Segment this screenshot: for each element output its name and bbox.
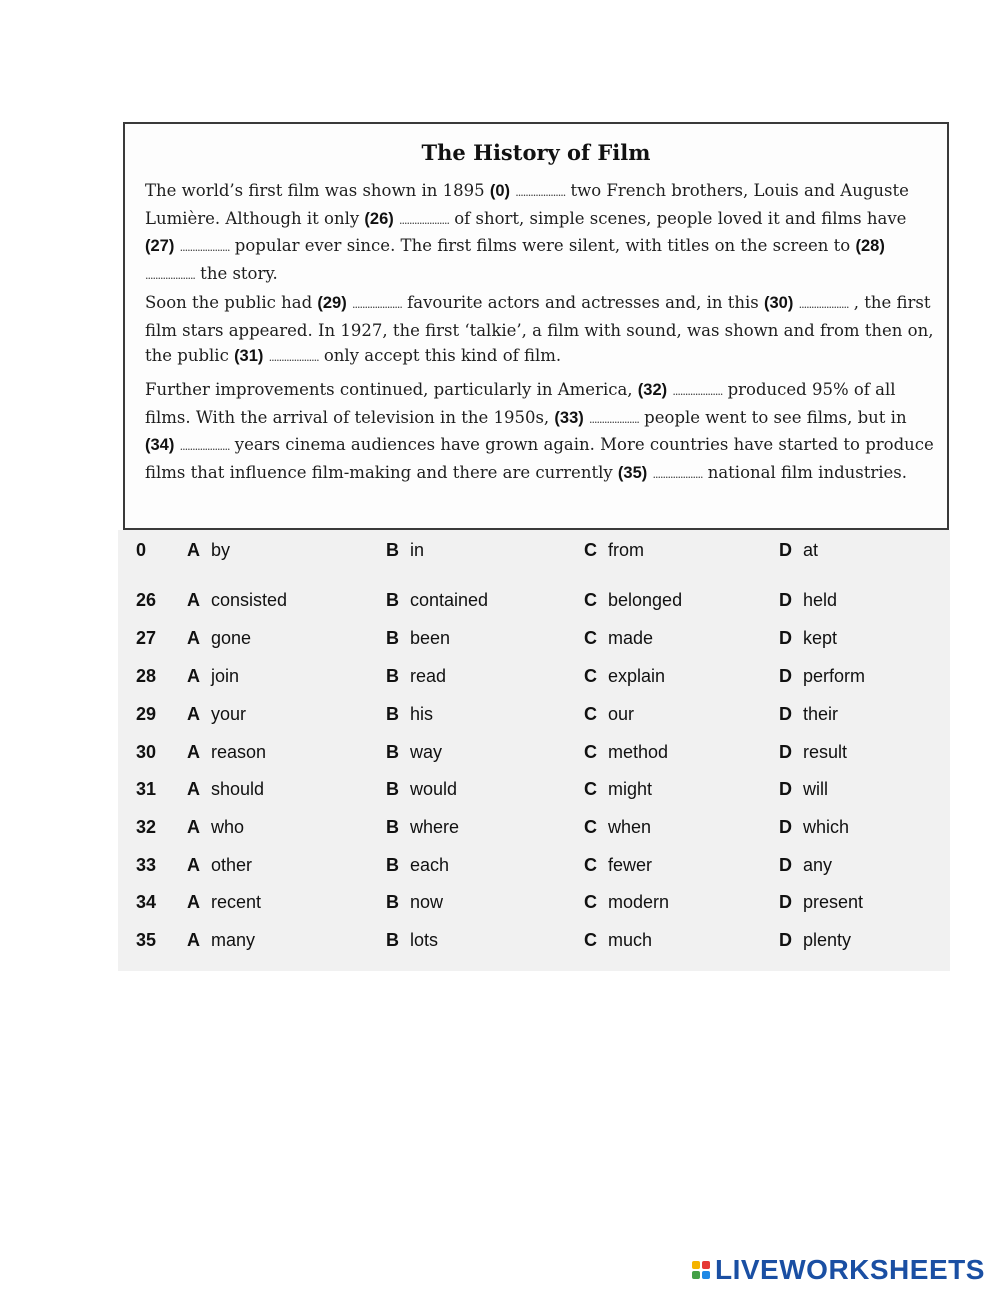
option-row <box>118 590 950 620</box>
option-d[interactable]: D perform <box>779 666 866 686</box>
option-b[interactable]: B contained <box>386 590 489 610</box>
blank-33[interactable]: .................... <box>589 412 639 426</box>
gap-26: (26) <box>364 209 394 228</box>
answer-options <box>118 530 950 971</box>
blank-32[interactable]: .................... <box>672 385 723 398</box>
option-c[interactable]: C made <box>584 628 654 648</box>
paragraph-2: Soon the public had (29) .................... favourite actors and actresses and, in this (30) .................... , the first film stars appeared. In 1927, the first ‘talkie’, a film with sound, was shown and from then on, the public (31) .................... only accept this kind of film. <box>145 293 934 365</box>
gap-34: (34) <box>145 436 175 454</box>
option-row <box>118 666 950 696</box>
option-row <box>118 742 950 772</box>
question-number: 30 <box>136 742 157 762</box>
option-d[interactable]: D kept <box>779 628 838 648</box>
option-d[interactable]: D plenty <box>779 930 852 950</box>
option-b[interactable]: B in <box>386 540 425 560</box>
logo-square-icon <box>702 1271 710 1279</box>
gap-32: (32) <box>637 381 668 399</box>
option-a[interactable]: A recent <box>187 892 262 912</box>
option-row <box>118 540 950 570</box>
option-c[interactable]: C fewer <box>584 855 653 875</box>
option-c[interactable]: C our <box>584 704 635 724</box>
option-b[interactable]: B way <box>386 742 443 762</box>
option-row <box>118 704 950 734</box>
option-d[interactable]: D which <box>779 817 850 837</box>
blank-26[interactable]: .................... <box>399 213 449 227</box>
question-number: 33 <box>136 855 157 875</box>
option-row <box>118 855 950 885</box>
passage-title: The History of Film <box>421 140 651 165</box>
blank-35[interactable]: .................... <box>652 467 703 481</box>
liveworksheets-logo[interactable] <box>692 1254 985 1286</box>
option-d[interactable]: D held <box>779 590 838 610</box>
blank-29[interactable]: .................... <box>351 298 402 311</box>
question-number: 32 <box>136 817 157 837</box>
gap-28: (28) <box>855 237 885 255</box>
option-a[interactable]: A who <box>187 817 245 837</box>
option-b[interactable]: B each <box>386 855 450 875</box>
blank-34[interactable]: .................... <box>179 440 230 453</box>
paragraph-1: The world’s first film was shown in 1895 (0) .................... two French brothers, Louis and Auguste Lumière. Although it only (26) .................... of short, simple scenes, people loved it and films have (27) .................... popular ever since. The first films were silent, with titles on the screen to (28) .................... the story. <box>145 181 909 283</box>
option-d[interactable]: D present <box>779 892 864 912</box>
option-a[interactable]: A many <box>187 930 256 950</box>
passage-box <box>123 122 949 530</box>
option-a[interactable]: A by <box>187 540 231 560</box>
option-b[interactable]: B been <box>386 628 451 648</box>
question-number: 26 <box>136 590 157 610</box>
option-b[interactable]: B would <box>386 779 458 799</box>
question-number: 0 <box>136 540 147 560</box>
option-d[interactable]: D result <box>779 742 848 762</box>
gap-35: (35) <box>617 463 648 482</box>
option-c[interactable]: C belonged <box>584 590 683 610</box>
option-row <box>118 779 950 809</box>
question-number: 29 <box>136 704 157 724</box>
question-number: 28 <box>136 666 157 686</box>
gap-33: (33) <box>554 408 584 427</box>
option-row <box>118 892 950 922</box>
option-c[interactable]: C method <box>584 742 669 762</box>
option-c[interactable]: C from <box>584 540 644 560</box>
blank-31[interactable]: .................... <box>268 351 319 364</box>
option-a[interactable]: A other <box>187 855 253 875</box>
liveworksheets-logo-icon <box>692 1261 710 1279</box>
option-a[interactable]: A should <box>187 779 265 799</box>
gap-0: (0) <box>489 182 511 200</box>
option-row <box>118 930 950 960</box>
blank-0[interactable]: .................... <box>515 186 566 199</box>
question-number: 34 <box>136 892 157 912</box>
option-c[interactable]: C modern <box>584 892 670 912</box>
gap-29: (29) <box>317 294 347 312</box>
option-row <box>118 628 950 658</box>
option-c[interactable]: C might <box>584 779 653 799</box>
option-b[interactable]: B where <box>386 817 460 837</box>
blank-28[interactable]: .................... <box>145 268 195 282</box>
gap-30: (30) <box>763 294 794 312</box>
option-d[interactable]: D their <box>779 704 839 724</box>
option-a[interactable]: A gone <box>187 628 252 648</box>
option-d[interactable]: D any <box>779 855 833 875</box>
logo-square-icon <box>692 1271 700 1279</box>
logo-text: LIVEWORKSHEETS <box>715 1254 985 1285</box>
question-number: 27 <box>136 628 157 648</box>
question-number: 35 <box>136 930 157 950</box>
logo-square-icon <box>692 1261 700 1269</box>
gap-31: (31) <box>234 347 264 365</box>
option-a[interactable]: A your <box>187 704 247 724</box>
option-row <box>118 817 950 847</box>
option-b[interactable]: B lots <box>386 930 439 950</box>
option-a[interactable]: A consisted <box>187 590 288 610</box>
blank-27[interactable]: .................... <box>179 241 230 254</box>
option-d[interactable]: D will <box>779 779 828 799</box>
option-c[interactable]: C when <box>584 817 652 837</box>
option-a[interactable]: A reason <box>187 742 267 762</box>
paragraph-3: Further improvements continued, particularly in America, (32) .................... produced 95% of all films. With the arrival of television in the 1950s, (33) .................... people went to see films, but in (34) .................... years cinema audiences have grown again. More countries have started to produce films that influence film-making and there are currently (35) .................... national film industries. <box>145 380 934 482</box>
logo-square-icon <box>702 1261 710 1269</box>
option-d[interactable]: D at <box>779 540 819 560</box>
option-a[interactable]: A join <box>187 666 240 686</box>
option-c[interactable]: C much <box>584 930 653 950</box>
option-b[interactable]: B now <box>386 892 444 912</box>
option-b[interactable]: B his <box>386 704 434 724</box>
question-number: 31 <box>136 779 157 799</box>
gap-27: (27) <box>145 237 175 255</box>
blank-30[interactable]: .................... <box>798 298 849 311</box>
option-c[interactable]: C explain <box>584 666 666 686</box>
option-b[interactable]: B read <box>386 666 447 686</box>
